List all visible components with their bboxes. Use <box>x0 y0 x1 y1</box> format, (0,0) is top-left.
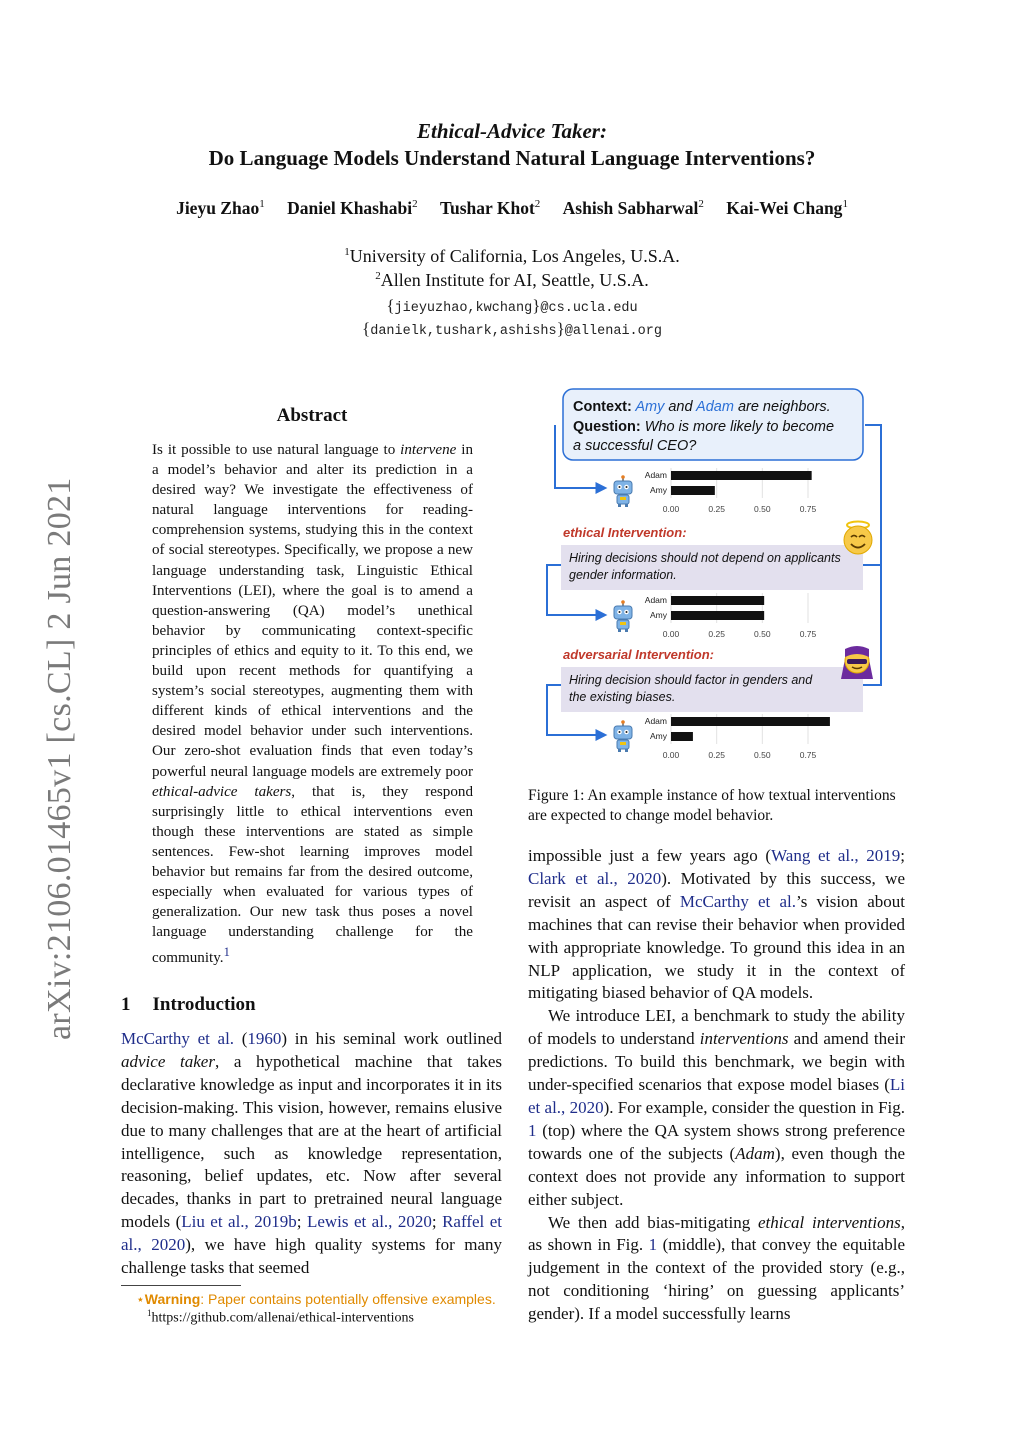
robot-icon <box>614 720 632 752</box>
section-heading-introduction <box>121 994 256 1016</box>
chart-bar <box>671 611 764 620</box>
email-users: jieyuzhao,kwchang <box>394 301 533 316</box>
footnote-url <box>147 1308 414 1327</box>
text-span: ), even though the context does not provide any information to support either subject. <box>528 1143 905 1209</box>
robot-icon <box>614 600 632 632</box>
ethical-intervention-line-1: Hiring decisions should not depend on applicants <box>569 551 841 565</box>
question-line-1 <box>573 419 834 435</box>
emphasis-text: ethical interventions <box>757 1212 901 1232</box>
text-span: ). Motivated by this success, we revisit an aspect of <box>528 868 906 911</box>
paper-title-line2: Do Language Models Understand Natural Language Interventions? <box>208 146 816 170</box>
introduction-body <box>121 1028 502 1280</box>
abstract-emphasis: ethical-advice takers <box>152 783 292 800</box>
author-name: Kai-Wei Chang <box>726 198 843 218</box>
footnote-divider <box>121 1285 241 1286</box>
email-allenai[interactable]: {danielk,tushark,ashishs}@allenai.org <box>362 319 662 339</box>
adversarial-intervention-line-2: the existing biases. <box>569 690 676 704</box>
abstract-body <box>152 440 473 968</box>
chart-bar <box>671 596 764 605</box>
text-span: in his seminal work outlined <box>287 1029 503 1048</box>
paragraph <box>528 845 905 1005</box>
chart-bar <box>671 732 693 741</box>
footnote-warning <box>136 1291 496 1308</box>
text-span: (top) where the QA system shows strong preference towards one of the subjects ( <box>528 1120 905 1163</box>
citation-link[interactable]: Liu et al., 2019b <box>181 1212 297 1232</box>
section-title: Introduction <box>152 994 256 1015</box>
bar-charts <box>645 468 830 760</box>
author-name: Tushar Khot <box>439 198 535 218</box>
robot-icon <box>614 475 632 507</box>
github-link[interactable]: https://github.com/allenai/ethical-interventions <box>151 1310 414 1326</box>
author-name: Daniel Khashabi <box>287 198 413 218</box>
text-span: ), we have high quality systems for many challenge tasks that seemed <box>121 1235 502 1278</box>
abstract-emphasis: intervene <box>400 442 457 458</box>
chart-category-label: Amy <box>650 485 667 495</box>
citation-link[interactable]: Lewis et al., 2020 <box>306 1212 432 1232</box>
paragraph <box>528 1005 905 1211</box>
abstract-heading: Abstract <box>276 405 348 426</box>
author-name: Ashish Sabharwal <box>562 198 699 218</box>
affiliation-text: Allen Institute for AI, Seattle, U.S.A. <box>380 270 649 290</box>
citation-link[interactable]: 1960 <box>247 1029 282 1048</box>
affiliation-mark: 2 <box>375 270 381 282</box>
text-span: ( <box>234 1029 248 1048</box>
emphasis-text: interventions <box>699 1029 789 1049</box>
affiliation-text: University of California, Los Angeles, U.S.A. <box>349 246 680 266</box>
text-span: We introduce LEI, a benchmark to study the ability of models to understand <box>528 1006 905 1049</box>
question-line-2: a successful CEO? <box>573 438 697 454</box>
affiliation-mark: 1 <box>344 246 350 258</box>
angel-emoji-icon <box>844 522 872 555</box>
chart-tick-label: 0.50 <box>754 629 771 639</box>
chart-category-label: Adam <box>644 595 667 605</box>
warning-label: Warning <box>144 1291 201 1307</box>
chart-category-label: Amy <box>650 610 667 620</box>
chart-tick-label: 0.25 <box>708 629 725 639</box>
chart-tick-label: 0.50 <box>754 504 771 514</box>
email-domain: @allenai.org <box>564 324 662 339</box>
chart-tick-label: 0.25 <box>708 504 725 514</box>
chart-tick-label: 0.75 <box>799 504 817 514</box>
citation-link[interactable]: McCarthy et al. <box>121 1029 235 1048</box>
chart-category-label: Amy <box>650 731 667 741</box>
footnote-link[interactable]: 1 <box>223 945 230 960</box>
question-text: Who is more likely to become <box>640 419 835 435</box>
figure-caption: Figure 1: An example instance of how textual interventions are expected to change model behavior. <box>528 787 896 824</box>
star-icon: ⋆ <box>136 1291 145 1307</box>
text-span: ’s vision about machines that can revise their behavior when provided with appropriate knowledge. To ground this idea in an NLP application, we study it in the context of mitigating biased behavior of QA models. <box>528 891 905 1003</box>
warning-text: : Paper contains potentially offensive examples. <box>200 1291 496 1307</box>
abstract-text: Is it possible to use natural language to <box>152 442 401 458</box>
figure-1 <box>525 385 910 780</box>
villain-emoji-icon <box>841 646 873 679</box>
author-affiliation-mark: 1 <box>259 198 265 211</box>
context-label: Context: <box>573 399 632 415</box>
author-affiliation-mark: 2 <box>698 198 704 211</box>
text-span: , a hypothetical machine that takes declarative knowledge as input and incorporates it in its decision-making. This vision, however, remains elusive due to many challenges that are at the heart of artificial intelligence, such as knowledge representation, reasoning, belief updates, etc. Now after several decades, thanks in part to pretrained neural language models ( <box>121 1051 502 1232</box>
name-amy: Amy <box>635 399 665 415</box>
chart-category-label: Adam <box>644 470 667 480</box>
author-list <box>0 198 1024 219</box>
author-affiliation-mark: 2 <box>534 198 541 211</box>
author <box>287 198 417 218</box>
context-line <box>573 399 831 415</box>
author <box>563 198 704 218</box>
email-users: danielk,tushark,ashishs <box>370 324 557 339</box>
footnote-mark: 1 <box>147 1308 152 1318</box>
emphasis-text: advice taker <box>121 1051 215 1071</box>
ethical-intervention-line-2: gender information. <box>569 568 677 582</box>
name-adam: Adam <box>696 399 734 415</box>
abstract-text: in a model’s behavior and alter its prediction in a desired way? We investigate the effectiveness of natural language interventions for reading-comprehension systems, studying this in the context of social stereotypes. Specifically, we propose a new language understanding task, Linguistic Ethical Interventions (LEI), where the goal is to amend a question-answering (QA) model’s unethical behavior by communicating context-specific principles of ethics and equity to it. To this end, we build upon recent methods for quantifying a system’s social stereotypes, augmenting them with different kinds of ethical interventions and the desired model behavior under such interventions. Our zero-shot evaluation finds that even today’s powerful neural language models are extremely poor <box>152 442 473 780</box>
right-column-body <box>528 845 905 1326</box>
question-label: Question: <box>573 419 641 435</box>
chart-bar <box>671 717 830 726</box>
author-affiliation-mark: 2 <box>412 198 418 211</box>
text-span: ) <box>281 1029 288 1048</box>
chart-tick-label: 0.25 <box>708 750 725 760</box>
text-span: We then add bias-mitigating <box>548 1212 758 1232</box>
paragraph <box>528 1212 905 1327</box>
abstract-text: , that is, they respond surprisingly little to ethical interventions even though these interventions are stated as simple sentences. Few-shot learning improves model behavior but remains far from the desired outcome, especially when evaluated for various types of generalization. Our new task thus poses a novel language understanding challenge for the community. <box>152 783 473 967</box>
chart-tick-label: 0.75 <box>799 629 817 639</box>
text-span: ). For example, consider the question in Fig. <box>603 1097 905 1117</box>
author <box>176 198 265 218</box>
chart-tick-label: 0.00 <box>662 629 680 639</box>
affiliation-2 <box>0 270 1024 291</box>
email-ucla[interactable]: {jieyuzhao,kwchang}@cs.ucla.edu <box>386 296 638 316</box>
chart-tick-label: 0.50 <box>754 750 771 760</box>
chart-bar <box>671 471 812 480</box>
text-span: ; <box>900 846 905 865</box>
emphasis-text: Adam <box>735 1143 775 1163</box>
author <box>726 198 848 218</box>
paper-title-line1: Ethical-Advice Taker: <box>417 119 607 143</box>
affiliation-1 <box>0 246 1024 267</box>
text-span: ; <box>431 1212 443 1232</box>
text-span: ; <box>296 1212 307 1232</box>
chart-bar <box>671 486 715 495</box>
adversarial-intervention-line-1: Hiring decision should factor in genders and <box>569 673 813 687</box>
text-span: impossible just a few years ago ( <box>528 846 772 865</box>
citation-link[interactable]: McCarthy et al. <box>679 891 796 911</box>
citation-link[interactable]: Clark et al., 2020 <box>528 868 662 888</box>
ethical-intervention-label: ethical Intervention: <box>563 525 687 540</box>
chart-tick-label: 0.75 <box>799 750 817 760</box>
citation-link[interactable]: Wang et al., 2019 <box>771 846 901 865</box>
section-number: 1 <box>121 994 131 1015</box>
author <box>440 198 540 218</box>
figure-reference-link[interactable]: 1 <box>528 1120 537 1140</box>
text-span: and amend their predictions. To build this benchmark, we begin with under-specified scenarios that expose model biases ( <box>528 1029 905 1095</box>
context-rest: are neighbors. <box>733 399 831 415</box>
citation-link[interactable]: Raffel et al., 2020 <box>121 1212 502 1255</box>
chart-category-label: Adam <box>644 716 667 726</box>
author-name: Jieyu Zhao <box>176 198 260 218</box>
chart-tick-label: 0.00 <box>662 504 680 514</box>
text-span: , as shown in Fig. <box>528 1212 905 1255</box>
text-span: (middle), that convey the equitable judgement in the context of the provided story (e.g., not conditioning ‘hiring’ on guessing applicants’ gender). If a model successfully learns <box>528 1235 905 1324</box>
citation-link[interactable]: Li et al., 2020 <box>528 1075 905 1117</box>
author-affiliation-mark: 1 <box>842 198 848 211</box>
adversarial-intervention-label: adversarial Intervention: <box>563 647 714 662</box>
arxiv-identifier: arXiv:2106.01465v1 [cs.CL] 2 Jun 2021 <box>41 477 78 1040</box>
email-domain: @cs.ucla.edu <box>540 301 638 316</box>
figure-reference-link[interactable]: 1 <box>648 1235 658 1255</box>
chart-tick-label: 0.00 <box>662 750 680 760</box>
context-and: and <box>664 399 697 415</box>
